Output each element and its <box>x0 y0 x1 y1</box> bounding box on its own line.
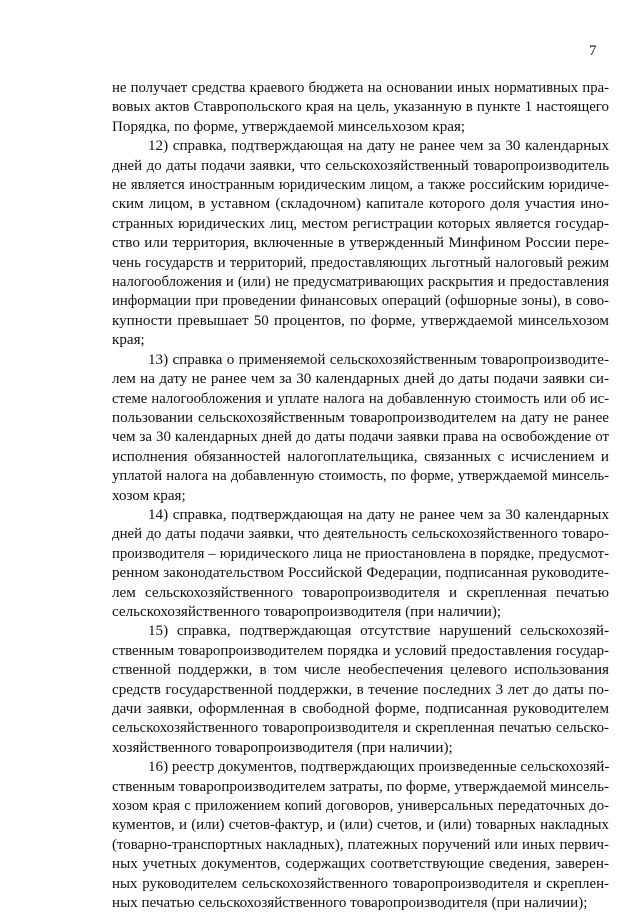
paragraph-item-14 <box>112 506 609 622</box>
text-line: дней до даты подачи заявки, что деятельность сельскохозяйственного товаро- <box>112 526 609 543</box>
text-line: чень государств и территорий, предоставляющих льготный налоговый режим <box>112 254 609 271</box>
text-line: ство или территория, включенные в утвержденный Минфином России пере- <box>112 235 609 252</box>
text-line: ственной поддержки, в том числе необеспечения целевого использования <box>112 662 609 679</box>
text-line: ственным товаропроизводителем порядка и условий предоставления государ- <box>112 642 609 659</box>
text-line: хозом края; <box>112 487 186 504</box>
text-line: края; <box>112 332 145 349</box>
text-line: ренном законодательством Российской Федерации, подписанная руководите- <box>112 565 609 582</box>
text-line: лем сельскохозяйственного товаропроизводителя и скрепленная печатью <box>112 584 609 601</box>
text-line: купности превышает 50 процентов, по форме, утверждаемой минсельхозом <box>112 312 609 329</box>
text-line: ных руководителем сельскохозяйственного товаропроизводителя и скреплен- <box>112 875 609 892</box>
text-line: 16) реестр документов, подтверждающих произведенные сельскохозяй- <box>148 759 610 776</box>
text-line: не является иностранным юридическим лицом, а также российским юридиче- <box>112 177 609 194</box>
text-line: сельскохозяйственного товаропроизводителя и скрепленная печатью сельско- <box>112 720 609 737</box>
document-body <box>112 79 609 913</box>
page-number: 7 <box>589 43 597 59</box>
paragraph-item-13 <box>112 351 609 506</box>
text-line: налогообложения и (или) не предусматривающих раскрытия и предоставления <box>112 274 609 291</box>
paragraph-item-16 <box>112 758 609 913</box>
text-line: пользовании сельскохозяйственным товаропроизводителем на дату не ранее <box>112 409 609 426</box>
text-line: производителя – юридического лица не приостановлена в порядке, предусмот- <box>112 545 609 562</box>
text-line: хозяйственного товаропроизводителя (при наличии); <box>112 739 453 756</box>
text-line: чем за 30 календарных дней до даты подачи заявки права на освобождение от <box>112 429 609 446</box>
text-line: 14) справка, подтверждающая на дату не ранее чем за 30 календарных <box>148 506 609 523</box>
text-line: вовых актов Ставропольского края на цель, указанную в пункте 1 настоящего <box>112 99 609 116</box>
text-line: хозом края с приложением копий договоров, универсальных передаточных до- <box>112 798 609 815</box>
text-line: не получает средства краевого бюджета на основании иных нормативных пра- <box>112 80 609 96</box>
paragraph-item-12 <box>112 137 609 350</box>
paragraph-continuation <box>112 79 609 137</box>
text-line: ных учетных документов, содержащих соответствующие сведения, заверен- <box>112 856 609 873</box>
text-line: 13) справка о применяемой сельскохозяйственным товаропроизводите- <box>148 351 609 368</box>
text-line: кументов, и (или) счетов-фактур, и (или) счетов, и (или) товарных накладных <box>112 817 609 834</box>
text-line: ским лицом, в уставном (складочном) капитале которого доля участия ино- <box>112 196 609 213</box>
text-line: Порядка, по форме, утверждаемой минсельхозом края; <box>112 118 466 135</box>
text-line: ственным товаропроизводителем затраты, по форме, утверждаемой минсель- <box>112 778 609 795</box>
text-line: 12) справка, подтверждающая на дату не ранее чем за 30 календарных <box>148 138 609 155</box>
text-line: информации при проведении финансовых операций (офшорные зоны), в сово- <box>112 293 609 310</box>
text-line: ных печатью сельскохозяйственного товаропроизводителя (при наличии); <box>112 895 588 912</box>
text-line: сельскохозяйственного товаропроизводителя (при наличии); <box>112 603 502 620</box>
text-line: лем на дату не ранее чем за 30 календарных дней до даты подачи заявки си- <box>112 371 609 388</box>
text-line: странных юридических лиц, местом регистрации которых является государ- <box>112 215 609 232</box>
text-line: средств государственной поддержки, в течение последних 3 лет до даты по- <box>112 681 609 698</box>
text-line: 15) справка, подтверждающая отсутствие нарушений сельскохозяй- <box>148 623 609 640</box>
text-line: (товарно-транспортных накладных), платежных поручений или иных первич- <box>112 836 609 853</box>
text-line: уплатой налога на добавленную стоимость, по форме, утверждаемой минсель- <box>112 468 609 485</box>
text-line: дачи заявки, оформленная в свободной форме, подписанная руководителем <box>112 701 609 717</box>
text-line: дней до даты подачи заявки, что сельскохозяйственный товаропроизводитель <box>112 157 609 174</box>
paragraph-item-15 <box>112 622 609 758</box>
text-line: исполнения обязанностей налогоплательщика, связанных с исчислением и <box>112 448 609 465</box>
text-line: стеме налогообложения и уплате налога на добавленную стоимость или об ис- <box>112 390 609 407</box>
